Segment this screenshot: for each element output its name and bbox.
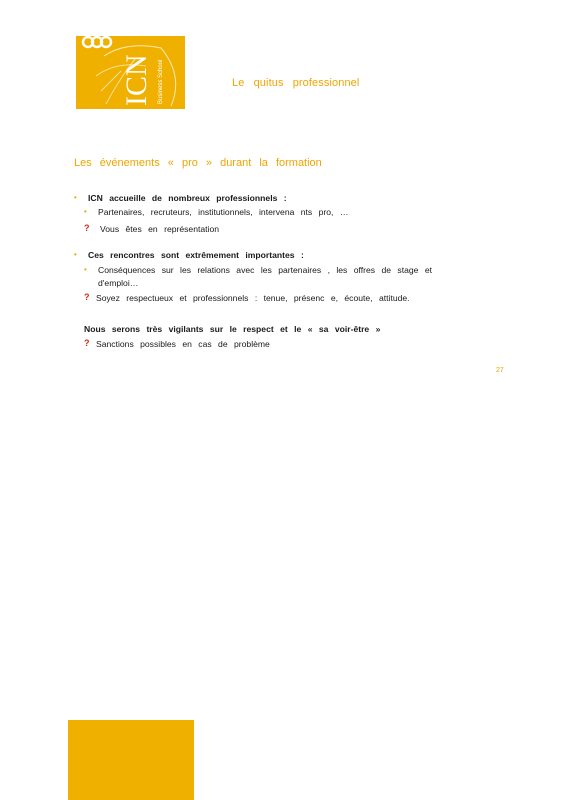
- logo-text: ICN: [120, 54, 153, 106]
- list-item: Sanctions possibles en cas de problème: [96, 339, 270, 349]
- bullet-icon: •: [74, 250, 77, 259]
- footer-decoration: [68, 720, 194, 800]
- list-item: Nous serons très vigilants sur le respect et le « sa voir-être »: [84, 324, 381, 334]
- page-number: 27: [496, 367, 504, 374]
- question-mark-icon: ?: [84, 338, 90, 348]
- list-item: Conséquences sur les relations avec les partenaires , les offres de stage et: [98, 265, 432, 275]
- question-mark-icon: ?: [84, 292, 90, 302]
- list-item: Vous êtes en représentation: [100, 224, 220, 234]
- section-heading: Les événements « pro » durant la formation: [74, 157, 322, 169]
- list-item-continuation: d'emploi…: [98, 278, 139, 288]
- logo-tagline: Business School: [158, 59, 164, 104]
- bullet-icon: •: [84, 265, 87, 274]
- document-title: Le quitus professionnel: [232, 77, 360, 89]
- list-item: Partenaires, recruteurs, institutionnels, intervena nts pro, …: [98, 207, 349, 217]
- icn-logo: [76, 36, 185, 109]
- bullet-icon: •: [74, 193, 77, 202]
- bullet-icon: •: [84, 207, 87, 216]
- logo-graphic: [76, 36, 185, 109]
- list-item: Ces rencontres sont extrêmement importantes :: [88, 250, 304, 260]
- list-item: Soyez respectueux et professionnels : tenue, présenc e, écoute, attitude.: [96, 293, 410, 303]
- list-item: ICN accueille de nombreux professionnels :: [88, 193, 287, 203]
- question-mark-icon: ?: [84, 223, 90, 233]
